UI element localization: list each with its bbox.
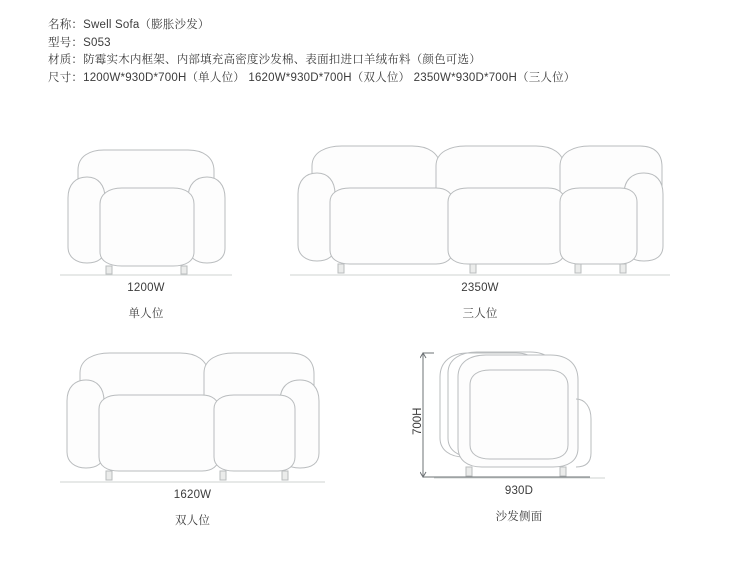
diagram-area	[0, 120, 750, 540]
diagram-single-seat	[60, 130, 232, 320]
diagram-three-seat	[290, 130, 670, 320]
side-view-dimension-label: 930D	[504, 485, 534, 497]
single-seat-drawing	[60, 130, 232, 287]
side-view-height-label: 700H	[412, 407, 424, 435]
spec-line-name: 名称：Swell Sofa（膨胀沙发）	[48, 19, 210, 31]
single-seat-name-label: 单人位	[128, 308, 164, 320]
spec-line-model: 型号：S053	[48, 36, 111, 49]
two-seat-drawing	[60, 335, 325, 492]
side-view-drawing	[420, 335, 605, 492]
two-seat-dimension-label: 1620W	[173, 489, 212, 501]
two-seat-name-label: 双人位	[174, 515, 211, 527]
single-seat-dimension-label: 1200W	[127, 282, 165, 294]
diagram-side-view	[412, 335, 598, 523]
three-seat-drawing	[290, 130, 670, 287]
three-seat-name-label: 三人位	[462, 308, 498, 320]
three-seat-dimension-label: 2350W	[461, 282, 499, 294]
spec-line-material: 材质：防霉实木内框架、内部填充高密度沙发棉、表面扣进口羊绒布料（颜色可选）	[48, 54, 481, 66]
diagram-two-seat	[60, 335, 325, 527]
spec-line-size: 尺寸：1200W*930D*700H（单人位） 1620W*930D*700H（双人位） 2350W*930D*700H（三人位）	[48, 71, 576, 84]
specification-text-block	[48, 17, 708, 87]
side-view-name-label: 沙发侧面	[495, 511, 543, 523]
